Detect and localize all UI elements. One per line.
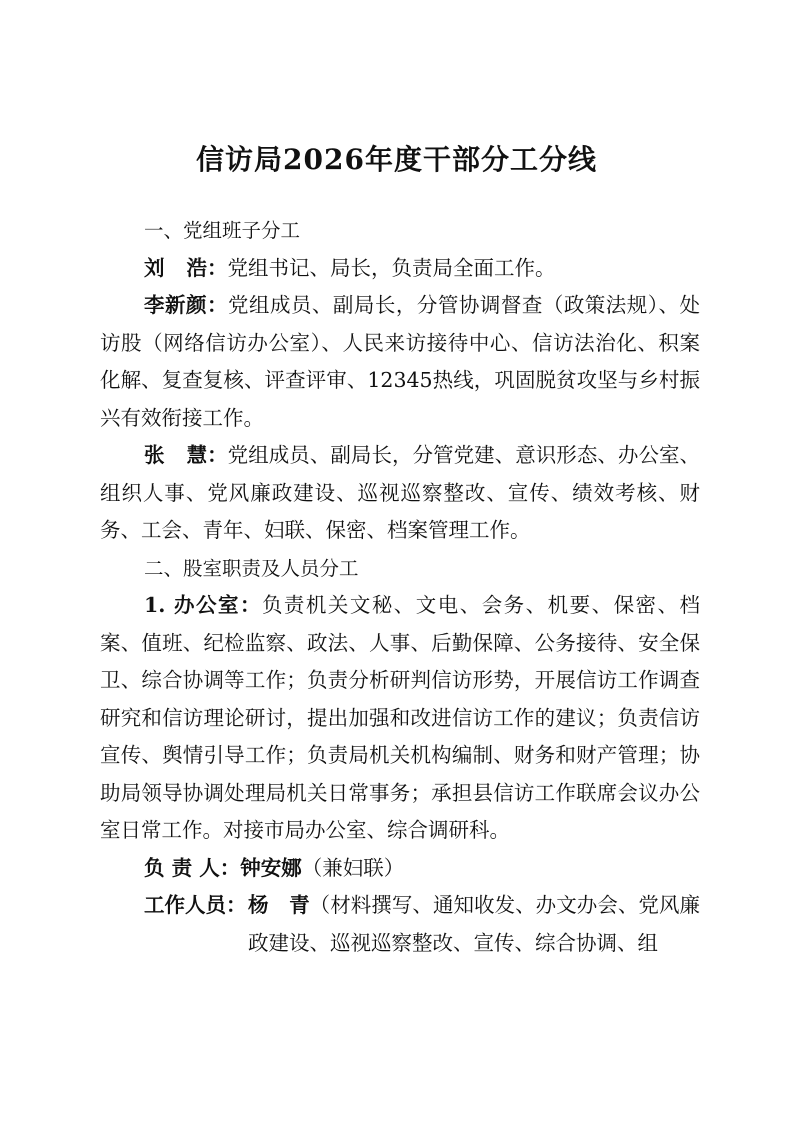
leader-note: （兼妇联） <box>301 855 405 880</box>
section-heading-2: 二、股室职责及人员分工 <box>144 556 359 580</box>
staff-detail <box>248 887 700 962</box>
office-leader <box>100 850 700 888</box>
leader-name: 钟安娜 <box>240 855 302 880</box>
staff-note: （材料撰写、通知收发、办文办会、党风廉政建设、巡视巡察整改、宣传、综合协调、组 <box>248 893 701 955</box>
entry-name-given: 慧： <box>186 443 228 467</box>
document-title: 信访局2026年度干部分工分线 <box>196 143 597 176</box>
entry-name-surname: 张 <box>144 443 165 467</box>
entry-text: 党组成员、副局长，分管党建、意识形态、办公室、组织人事、党风廉政建设、巡视巡察整改、宣传、绩效考核、财务、工会、青年、妇联、保密、档案管理工作。 <box>100 443 701 542</box>
document-body <box>100 212 700 962</box>
staff-name: 杨 青 <box>248 893 310 917</box>
entry-li-xinyan <box>100 287 700 437</box>
office-staff <box>100 887 700 962</box>
entry-name-given: 浩： <box>186 255 228 280</box>
entry-name-surname: 刘 <box>144 255 165 280</box>
office-duties <box>100 587 700 850</box>
entry-zhang-hui <box>100 437 700 550</box>
entry-text: 党组成员、副局长，分管协调督查（政策法规）、处访股（网络信访办公室）、人民来访接待中心、信访法治化、积案化解、复查复核、评查评审、12345热线，巩固脱贫攻坚与乡村振兴有效衔接工作。 <box>100 293 701 430</box>
office-duties-text: 负责机关文秘、文电、会务、机要、保密、档案、值班、纪检监察、政法、人事、后勤保障、公务接待、安全保卫、综合协调等工作；负责分析研判信访形势，开展信访工作调查研究和信访理论研讨，提出加强和改进信访工作的建议；负责信访宣传、舆情引导工作；负责局机关机构编制、财务和财产管理；协助局领导协调处理局机关日常事务；承担县信访工作联席会议办公室日常工作。对接市局办公室、综合调研科。 <box>100 593 701 842</box>
staff-label: 工作人员： <box>144 893 247 917</box>
leader-label: 负 责 人： <box>144 855 241 880</box>
entry-name: 李新颜： <box>144 293 228 317</box>
entry-text: 党组书记、局长，负责局全面工作。 <box>227 255 556 280</box>
entry-liu-hao <box>100 250 700 288</box>
office-label: 1. 办公室： <box>144 593 262 617</box>
section-heading-1: 一、党组班子分工 <box>144 219 301 242</box>
